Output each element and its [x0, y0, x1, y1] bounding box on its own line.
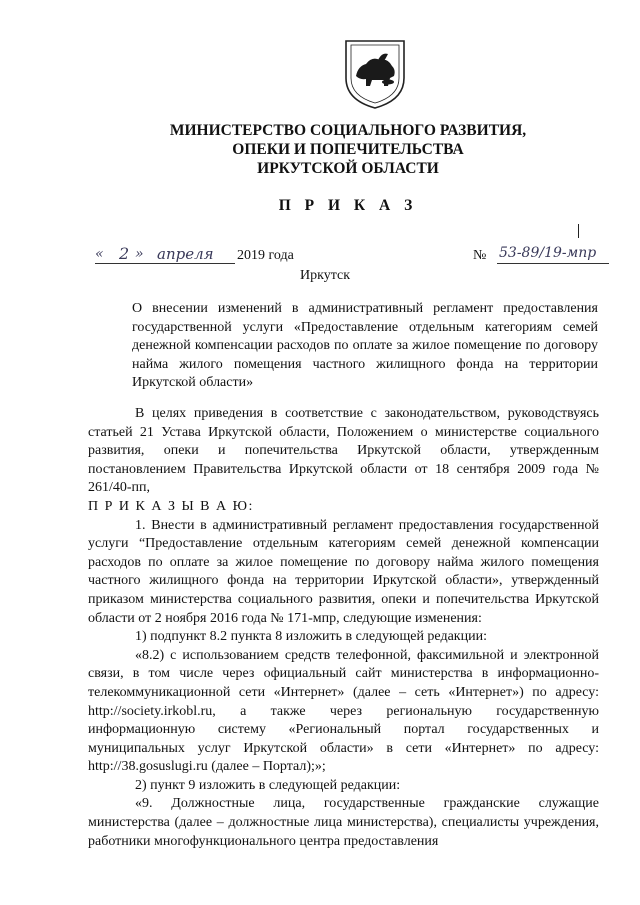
order-title: П Р И К А З: [278, 197, 418, 214]
ministry-name: [150, 121, 546, 178]
order-number: [473, 246, 613, 268]
order-date: [95, 246, 355, 268]
item-1-paragraph: 1. Внести в административный регламент предоставления государственной услуги “Предоставление отдельным категориям семей денежной компенсации расходов по оплате за жилое помещение по договору найма жилого помещения частного жилищного фонда на территории Иркутской области», утвержденный приказом министерства социального развития, опеки и попечительства Иркутской области от 2 ноября 2016 года № 171-мпр, следующие изменения:: [88, 517, 599, 626]
date-day: 2: [119, 244, 130, 263]
date-month: апреля: [157, 245, 214, 263]
order-word: П Р И К А З Ы В А Ю:: [88, 498, 254, 514]
city: Иркутск: [300, 268, 351, 283]
date-open-quote: «: [95, 246, 104, 262]
order-subject: О внесении изменений в административный регламент предоставления государственной услуги «Предоставление отдельным категориям семей денежной компенсации расходов по оплате за жилое помещение по договору найма жилого помещения частного жилищного фонда на территории Иркутской области»: [132, 301, 598, 391]
margin-mark: [578, 224, 579, 238]
number-underline: [497, 263, 609, 264]
order-body: [88, 405, 599, 851]
number-sign: №: [473, 248, 487, 263]
quote-8-2-paragraph: «8.2) с использованием средств телефонной, факсимильной и электронной связи, в том числе через официальный сайт министерства в информационно-телекоммуникационной сети «Интернет» (далее – сеть «Интернет») по адресу: http://society.irkobl.ru, а также через региональную государственную информационную систему «Региональный портал государственных и муниципальных услуг Иркутской области» в сети «Интернет» по адресу: http://38.gosuslugi.ru (далее – Портал);»;: [88, 647, 599, 775]
ministry-line-3: ИРКУТСКОЙ ОБЛАСТИ: [257, 160, 439, 177]
preamble-paragraph: В целях приведения в соответствие с законодательством, руководствуясь статьей 21 Устава Иркутской области, Положением о министерстве социального развития, опеки и попечительства Иркутской области, утвержденным постановлением Правительства Иркутской области от 18 сентября 2009 года № 261/40-пп,: [88, 406, 599, 496]
date-underline: [95, 263, 235, 264]
quote-9-paragraph: «9. Должностные лица, государственные гражданские служащие министерства (далее – должностные лица министерства), специалисты учреждения, работники многофункционального центра предоставления: [88, 796, 599, 849]
date-close-quote: »: [135, 246, 144, 262]
ministry-line-2: ОПЕКИ И ПОПЕЧИТЕЛЬСТВА: [232, 141, 464, 158]
subitem-1-paragraph: 1) подпункт 8.2 пункта 8 изложить в следующей редакции:: [135, 629, 487, 645]
date-year: 2019 года: [237, 248, 294, 263]
ministry-line-1: МИНИСТЕРСТВО СОЦИАЛЬНОГО РАЗВИТИЯ,: [169, 122, 527, 139]
subitem-2-paragraph: 2) пункт 9 изложить в следующей редакции:: [135, 777, 401, 793]
coat-of-arms-icon: [342, 38, 408, 110]
order-number-value: 53-89/19-мпр: [499, 245, 597, 261]
